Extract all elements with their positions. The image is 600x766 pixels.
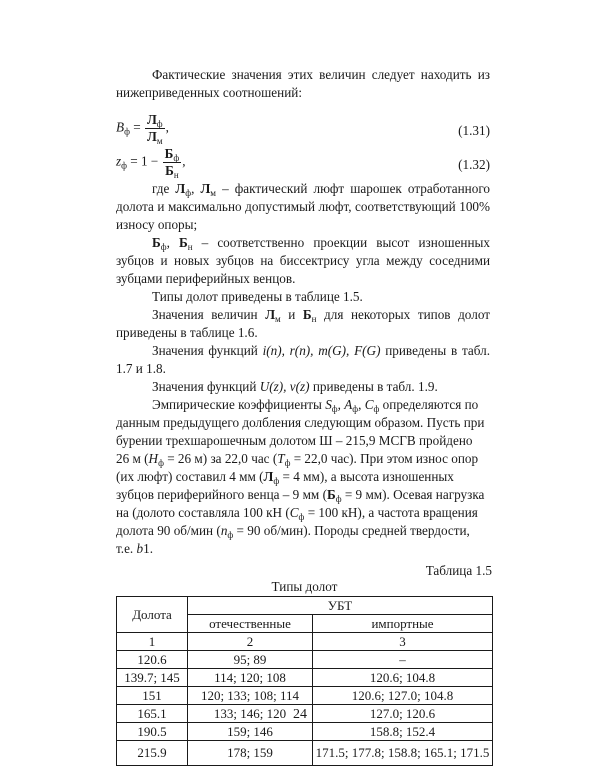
table-cell: 127.0; 120.6 [313, 705, 493, 723]
table-cell: 114; 120; 108 [188, 669, 313, 687]
table-cell: 1 [117, 633, 188, 651]
table-cell: 215.9 [117, 741, 188, 766]
definition-paragraph-1: где $Л_ф$, $Л_м$ – фактический люфт шарошек отработанного долота и максимально допустимый люфт, соответствующий 100% износу опоры; [116, 181, 491, 233]
table-cell: 139.7; 145 [117, 669, 188, 687]
table-row [117, 723, 493, 741]
table-cell: 120.6; 127.0; 104.8 [313, 687, 493, 705]
empirical-line-8: долота 90 об/мин ($n_ф = 90$ об/мин). Породы средней твердости, [116, 523, 470, 540]
page-number: 24 [293, 707, 307, 722]
equation-1-32-fraction: $\frac{Б_ф}{Б_н}$ [164, 146, 180, 180]
empirical-line-9: т.е. b1. [116, 541, 153, 556]
equation-number: (1.32) [458, 157, 490, 172]
table-cell: 120.6; 104.8 [313, 669, 493, 687]
table-row [117, 687, 493, 705]
intro-paragraph: Фактические значения этих величин следует находить из нижеприведенных соотношений: [116, 67, 490, 101]
table-header-imported: импортные [313, 615, 493, 633]
table-cell: – [313, 651, 493, 669]
table-cell: 178; 159 [188, 741, 313, 766]
table-row [117, 741, 493, 766]
table-cell: 190.5 [117, 723, 188, 741]
definition-paragraph-2: $Б_ф$, $Б_н$ – соответственно проекции высот изношенных зубцов и новых зубцов на биссектрису угла между соседними зубцами периферийных венцов. [116, 235, 490, 287]
table-title: Типы долот [271, 579, 338, 594]
table-cell: 95; 89 [188, 651, 313, 669]
table-cell: 3 [313, 633, 493, 651]
bit-types-table [116, 596, 493, 766]
table-cell: 151 [117, 687, 188, 705]
empirical-line-2: данным предыдущего долбления следующим образом. Пусть при [116, 415, 485, 430]
equation-1-31-body: $B_ф$ = $\frac{Л_ф}{Л_м}$ , [116, 112, 169, 146]
empirical-line-4: 26 м ($H_ф = 26$ м) за 22,0 час ($T_ф = 22,0$ час). При этом износ опор [116, 451, 479, 468]
empirical-line-5: (их люфт) составил 4 мм ($Л_ф = 4$ мм), а высота изношенных [116, 469, 454, 486]
table-header-row [117, 597, 493, 615]
table-row [117, 651, 493, 669]
values-paragraph: Значения величин $Л_м$ и $Б_н$ для некоторых типов долот приведены в таблице 1.6. [116, 307, 490, 341]
table-header-ubt: УБТ [188, 597, 493, 615]
table-cell: 120; 133; 108; 114 [188, 687, 313, 705]
table-cell: 171.5; 177.8; 158.8; 165.1; 171.5 [313, 741, 493, 766]
functions-paragraph-1: Значения функций i(n), r(n), m(G), F(G) приведены в табл. 1.7 и 1.8. [116, 343, 490, 377]
table-cell: 158.8; 152.4 [313, 723, 493, 741]
table-cell: 159; 146 [188, 723, 313, 741]
table-cell: 165.1 [117, 705, 188, 723]
table-header-domestic: отечественные [188, 615, 313, 633]
functions-paragraph-2: Значения функций U(z), v(z) приведены в табл. 1.9. [152, 379, 438, 394]
equation-number: (1.31) [458, 123, 490, 138]
equation-1-31-fraction: $\frac{Л_ф}{Л_м}$ [146, 112, 163, 146]
equation-1-32-body: $z_ф = 1$ − $\frac{Б_ф}{Б_н}$ , [116, 146, 186, 180]
table-index-row [117, 633, 493, 651]
table-header-bits: Долота [117, 597, 188, 633]
table-row [117, 669, 493, 687]
table-cell: 120.6 [117, 651, 188, 669]
types-paragraph: Типы долот приведены в таблице 1.5. [152, 289, 363, 304]
table-cell: 133; 146; 120 [188, 705, 313, 723]
empirical-line-6: зубцов периферийного венца – 9 мм ($Б_ф = 9$ мм). Осевая нагрузка [116, 487, 485, 504]
table-number-label: Таблица 1.5 [425, 563, 492, 578]
empirical-line-7: на (долото составляла 100 кН ($C_ф = 100$ кН), а частота вращения [116, 505, 478, 522]
empirical-line-3: бурении трехшарошечным долотом Ш – 215,9 МСГВ пройдено [116, 433, 473, 448]
empirical-line-1: Эмпирические коэффициенты $S_ф$, $A_ф$, $C_ф$ определяются по [152, 397, 479, 414]
table-cell: 2 [188, 633, 313, 651]
